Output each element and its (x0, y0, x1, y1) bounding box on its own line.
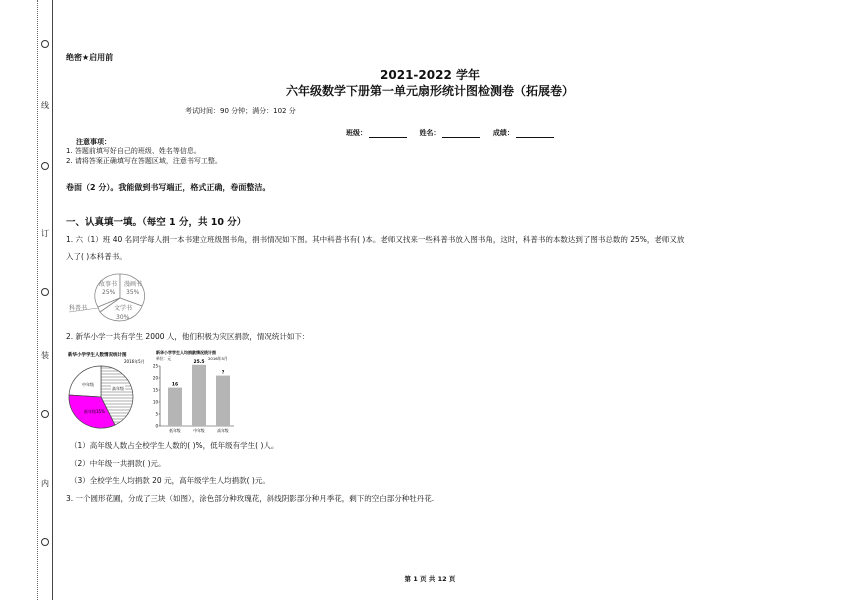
book-pie-chart (68, 272, 168, 324)
name-label: 姓名： (419, 129, 441, 137)
bar-低年级 (168, 388, 182, 426)
question-2-sub1: （1）高年级人数占全校学生人数的( )%，低年级有学生( )人。 (70, 441, 279, 450)
margin-label-zhuang: 装 (41, 351, 49, 360)
binding-circle (41, 538, 49, 546)
pie-label-comic: 漫画书 (124, 281, 143, 288)
page-title: 六年级数学下册第一单元扇形统计图检测卷（拓展卷） (285, 84, 574, 98)
notice-heading: 注意事项： (76, 138, 111, 146)
pie-value-comic: 35% (126, 289, 140, 296)
pie-label-science: 科普书 (69, 305, 88, 312)
bar-unit: 单位：元 (156, 356, 172, 361)
bar-value-label: 25.5 (193, 359, 205, 365)
notice-item: 2. 请将答案正确填写在答题区域，注意书写工整。 (66, 157, 222, 165)
bar-category-label: 中年级 (193, 428, 205, 433)
margin-label-nei: 内 (41, 479, 49, 488)
secret-mark: 绝密★启用前 (66, 53, 114, 62)
binding-circle (41, 410, 49, 418)
margin-label-xian: 线 (41, 101, 49, 110)
score-label: 成绩： (492, 129, 514, 137)
class-label: 班级： (346, 129, 367, 137)
binding-circle (41, 40, 49, 48)
pie-value-literature: 30% (116, 314, 130, 321)
bar-date: 2016年5月 (208, 356, 228, 361)
bar-ytick-label: 0 (155, 423, 158, 429)
pie-label-literature: 文学书 (114, 305, 133, 312)
bar-高年级 (216, 376, 230, 426)
binding-circle (41, 288, 49, 296)
bar-title: 新华小学学生人均捐款情况统计图 (156, 350, 216, 355)
bar-ytick-label: 10 (152, 399, 158, 405)
binding-circle (41, 162, 49, 170)
pie-label-story: 故事书 (99, 281, 118, 288)
page-year: 2021-2022 学年 (380, 68, 480, 82)
page-footer: 第 1 页 共 12 页 (404, 575, 456, 583)
pie2-date: 2016年5月 (124, 359, 145, 364)
bar-ytick-label: 15 (152, 387, 158, 393)
pie-value-story: 25% (102, 289, 116, 296)
margin-label-ding: 订 (41, 229, 49, 238)
question-2-sub2: （2）中年级一共捐款( )元。 (70, 459, 166, 468)
pie2-title: 新华小学学生人数情况统计图 (68, 353, 127, 358)
pie2-label-high: 高年级 (112, 386, 124, 391)
score-blank[interactable] (516, 130, 554, 138)
donation-bar-chart (148, 348, 240, 438)
bar-value-label: ? (221, 370, 225, 376)
class-blank[interactable] (369, 130, 407, 138)
question-1-line2: 入了( )本科普书。 (66, 252, 127, 261)
bar-category-label: 低年级 (169, 428, 181, 433)
bar-value-label: 16 (171, 382, 179, 388)
student-pie-chart (66, 349, 158, 433)
section-title: 一、认真填一填。（每空 1 分，共 10 分） (66, 217, 247, 228)
bar-中年级 (192, 365, 206, 426)
juanmian-note: 卷面（2 分）。我能做到书写端正，格式正确，卷面整洁。 (66, 183, 271, 192)
bar-marks (168, 359, 230, 433)
pie2-label-low: 低年级35% (84, 409, 105, 414)
bar-ytick-label: 5 (155, 411, 158, 417)
bar-ytick-label: 20 (152, 375, 158, 381)
question-1-line1: 1. 六（1）班 40 名同学每人捐一本书建立班级图书角，捐书情况如下图。其中科普书有( )本。老师又找来一些科普书放入图书角，这时，科普书的本数达到了图书总数的 25%，老师又放 (66, 235, 685, 244)
question-3: 3. 一个圆形花圃，分成了三块（如图），涂色部分种玫瑰花，斜线阴影部分种月季花，剩下的空白部分种牡丹花. (66, 494, 435, 503)
exam-info: 考试时间：90 分钟；满分：102 分 (185, 107, 296, 115)
bar-category-label: 高年级 (217, 428, 229, 433)
pie2-label-middle: 中年级 (82, 382, 94, 387)
question-2: 2. 新华小学一共有学生 2000 人，他们积极为灾区捐款，情况统计如下： (66, 332, 310, 341)
student-fields (346, 128, 564, 138)
question-2-sub3: （3）全校学生人均捐款 20 元，高年级学生人均捐款( )元。 (70, 476, 270, 485)
name-blank[interactable] (442, 130, 480, 138)
notice-item: 1. 答题前填写好自己的班级、姓名等信息。 (66, 147, 201, 155)
bar-ytick-label: 25 (152, 363, 158, 369)
